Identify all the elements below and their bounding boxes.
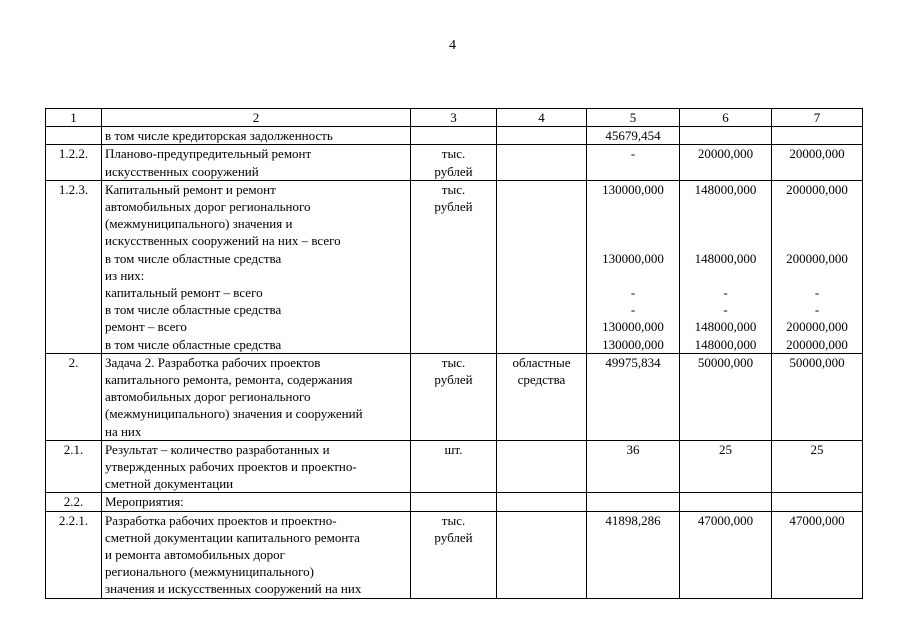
value-col6-cell [680,493,772,511]
item-name-cell [102,511,411,598]
item-name-cell [102,440,411,493]
value-col5-cell [587,440,680,493]
cell-line: 50000,000 [697,354,754,370]
cell-line: сметной документации [105,476,234,492]
cell-line: 148000,000 [694,250,757,266]
cell-line: на них [105,423,142,439]
cell-line: 200000,000 [786,319,848,335]
value-col5-cell [587,511,680,598]
cell-line: 200000,000 [786,181,848,197]
header-cell: 6 [680,109,772,127]
value-col5-cell [587,145,680,180]
value-col6-cell [680,127,772,145]
cell-line: искусственных сооружений на них – всего [105,233,341,249]
cell-line: средства [517,372,566,388]
value-col5-cell [587,493,680,511]
value-col6-cell [680,440,772,493]
header-cell: 2 [102,109,411,127]
value-col6-cell [680,353,772,440]
header-cell: 7 [772,109,863,127]
cell-line: 47000,000 [697,512,754,528]
unit-cell [411,127,497,145]
cell-line [683,232,768,249]
cell-line: - [630,284,636,300]
cell-line: Разработка рабочих проектов и проектно- [105,512,337,528]
cell-line: (межмуниципального) значения и [105,216,293,232]
table-row [46,180,863,353]
cell-line: - [630,302,636,318]
cell-line: 25 [719,441,732,457]
cell-line: капитального ремонта, ремонта, содержания [105,372,353,388]
cell-line [590,232,676,249]
cell-line: - [814,284,820,300]
funding-source-cell [497,493,587,511]
table-row [46,127,863,145]
cell-line: - [723,302,728,318]
cell-line: искусственных сооружений [105,163,259,179]
item-number-cell: 2.2. [46,493,102,511]
cell-line: Результат – количество разработанных и [105,441,330,457]
cell-line: 41898,286 [605,512,661,528]
cell-line: рублей [434,199,473,215]
header-cell: 1 [46,109,102,127]
cell-line: 130000,000 [602,181,664,197]
funding-source-cell [497,180,587,353]
header-cell: 5 [587,109,680,127]
value-col5-cell [587,127,680,145]
cell-line: автомобильных дорог регионального [105,199,311,215]
unit-cell [411,353,497,440]
item-number-cell: 1.2.3. [46,180,102,353]
table-row [46,440,863,493]
unit-cell [411,145,497,180]
table-row [46,493,863,511]
cell-line: (межмуниципального) значения и сооружений [105,406,363,422]
value-col6-cell [680,511,772,598]
cell-line: автомобильных дорог регионального [105,389,311,405]
cell-line: в том числе областные средства [105,302,282,318]
cell-line: 20000,000 [789,146,845,162]
item-number-cell [46,127,102,145]
cell-line: сметной документации капитального ремонта [105,529,360,545]
item-number-cell: 2.1. [46,440,102,493]
cell-line: 45679,454 [605,128,661,144]
item-name-cell [102,353,411,440]
cell-line: 200000,000 [786,250,848,266]
cell-line: в том числе областные средства [105,336,282,352]
cell-line: капитальный ремонт – всего [105,285,263,301]
cell-line [683,215,768,232]
cell-line: 36 [626,441,640,457]
cell-line: тыс. [441,354,466,370]
cell-line: 50000,000 [789,354,845,370]
cell-line: и ремонта автомобильных дорог [105,547,285,563]
cell-line: Капитальный ремонт и ремонт [105,181,276,197]
cell-line: 200000,000 [786,336,848,352]
item-name-cell [102,145,411,180]
unit-cell [411,440,497,493]
value-col7-cell [772,353,863,440]
value-col7-cell [772,127,863,145]
unit-cell [411,180,497,353]
cell-line: Планово-предупредительный ремонт [105,146,312,162]
cell-line: 47000,000 [789,512,845,528]
cell-line: 25 [810,441,824,457]
cell-line: 130000,000 [602,250,664,266]
cell-line: 130000,000 [602,319,664,335]
budget-table [45,108,863,599]
cell-line [775,215,859,232]
value-col6-cell [680,145,772,180]
table-header-row [46,109,863,127]
cell-line: тыс. [441,146,466,162]
cell-line: тыс. [441,181,466,197]
header-cell: 4 [497,109,587,127]
table-row [46,145,863,180]
value-col7-cell [772,511,863,598]
unit-cell [411,511,497,598]
cell-line [775,232,859,249]
funding-source-cell [497,440,587,493]
cell-line: рублей [434,372,473,388]
cell-line: утвержденных рабочих проектов и проектно- [105,459,357,475]
item-number-cell: 1.2.2. [46,145,102,180]
value-col7-cell [772,493,863,511]
page-number: 4 [449,38,456,53]
cell-line: - [630,146,636,162]
cell-line: Задача 2. Разработка рабочих проектов [105,354,321,370]
cell-line: - [814,302,820,318]
cell-line: в том числе кредиторская задолженность [105,128,333,144]
funding-source-cell [497,353,587,440]
cell-line: Мероприятия: [105,494,184,510]
item-name-cell [102,493,411,511]
value-col7-cell [772,440,863,493]
cell-line [590,198,676,215]
cell-line [683,267,768,284]
value-col7-cell [772,145,863,180]
cell-line: регионального (межмуниципального) [105,564,314,580]
cell-line: 20000,000 [697,146,754,162]
cell-line: шт. [444,441,463,457]
cell-line: тыс. [441,512,466,528]
value-col5-cell [587,180,680,353]
value-col5-cell [587,353,680,440]
cell-line: в том числе областные средства [105,250,282,266]
item-number-cell: 2. [46,353,102,440]
cell-line [590,215,676,232]
unit-cell [411,493,497,511]
cell-line: областные [512,354,571,370]
funding-source-cell [497,145,587,180]
cell-line: - [723,284,728,300]
item-name-cell [102,127,411,145]
funding-source-cell [497,511,587,598]
cell-line: 148000,000 [694,181,757,197]
item-name-cell [102,180,411,353]
cell-line: 49975,834 [605,354,661,370]
cell-line [590,267,676,284]
table-row [46,511,863,598]
item-number-cell: 2.2.1. [46,511,102,598]
cell-line: рублей [434,163,473,179]
header-cell: 3 [411,109,497,127]
cell-line: 148000,000 [694,336,757,352]
cell-line: 148000,000 [694,319,757,335]
cell-line [775,198,859,215]
cell-line: значения и искусственных сооружений на них [105,581,362,597]
funding-source-cell [497,127,587,145]
cell-line [775,267,859,284]
cell-line: ремонт – всего [105,319,187,335]
cell-line: из них: [105,267,145,283]
table-row [46,353,863,440]
cell-line: 130000,000 [602,336,664,352]
cell-line [683,198,768,215]
value-col6-cell [680,180,772,353]
value-col7-cell [772,180,863,353]
cell-line: рублей [434,529,473,545]
